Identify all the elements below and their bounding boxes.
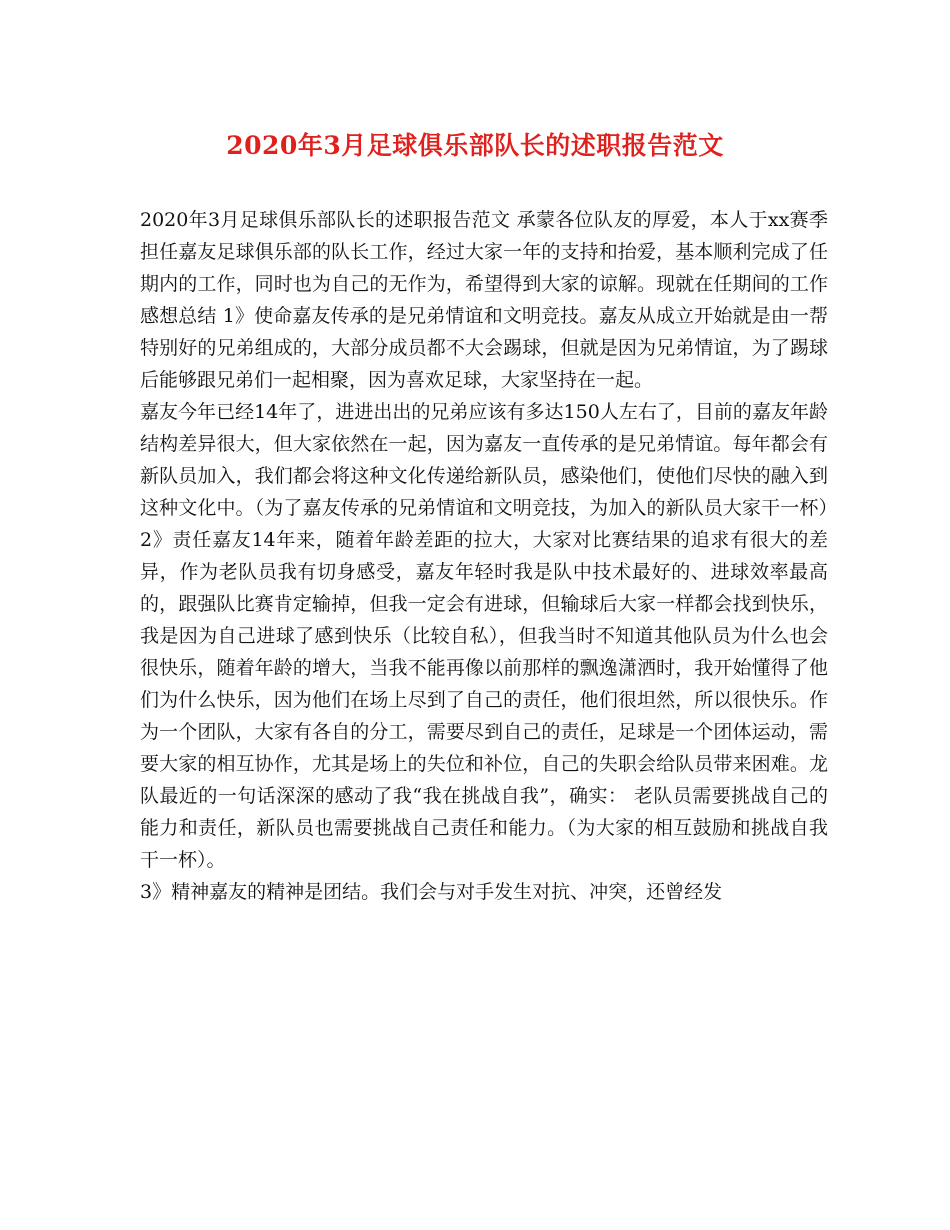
document-title: 2020年3月足球俱乐部队长的述职报告范文 (226, 131, 724, 160)
paragraph-2: 嘉友今年已经14年了，进进出出的兄弟应该有多达150人左右了，目前的嘉友年龄结构差异很大，但大家依然在一起，因为嘉友一直传承的是兄弟情谊。每年都会有新队员加入，我们都会将这种文化传递给新队员，感染他们，使他们尽快的融入到这种文化中。（为了嘉友传承的兄弟情谊和文明竞技，为加入的新队员大家干一杯）2》责任嘉友14年来，随着年龄差距的拉大，大家对比赛结果的追求有很大的差异，作为老队员我有切身感受，嘉友年轻时我是队中技术最好的、进球效率最高的，跟强队比赛肯定输掉，但我一定会有进球，但输球后大家一样都会找到快乐，我是因为自己进球了感到快乐（比较自私），但我当时不知道其他队员为什么也会很快乐，随着年龄的增大，当我不能再像以前那样的飘逸潇洒时，我开始懂得了他们为什么快乐，因为他们在场上尽到了自己的责任，他们很坦然，所以很快乐。作为一个团队，大家有各自的分工，需要尽到自己的责任，足球是一个团体运动，需要大家的相互协作，尤其是场上的失位和补位，自己的失职会给队员带来困难。龙队最近的一句话深深的感动了我“我在挑战自我”，确实： 老队员需要挑战自己的能力和责任，新队员也需要挑战自己责任和能力。（为大家的相互鼓励和挑战自我干一杯）。 (140, 401, 828, 871)
document-body (140, 204, 828, 908)
paragraph-3: 3》精神嘉友的精神是团结。我们会与对手发生对抗、冲突，还曾经发 (140, 881, 723, 903)
paragraph-1: 2020年3月足球俱乐部队长的述职报告范文 承蒙各位队友的厚爱，本人于xx赛季担任嘉友足球俱乐部的队长工作，经过大家一年的支持和抬爱，基本顺利完成了任期内的工作，同时也为自己的无作为，希望得到大家的谅解。现就在任期间的工作感想总结 1》使命嘉友传承的是兄弟情谊和文明竞技。嘉友从成立开始就是由一帮特别好的兄弟组成的，大部分成员都不大会踢球，但就是因为兄弟情谊，为了踢球后能够跟兄弟们一起相聚，因为喜欢足球，大家坚持在一起。 (140, 209, 828, 391)
